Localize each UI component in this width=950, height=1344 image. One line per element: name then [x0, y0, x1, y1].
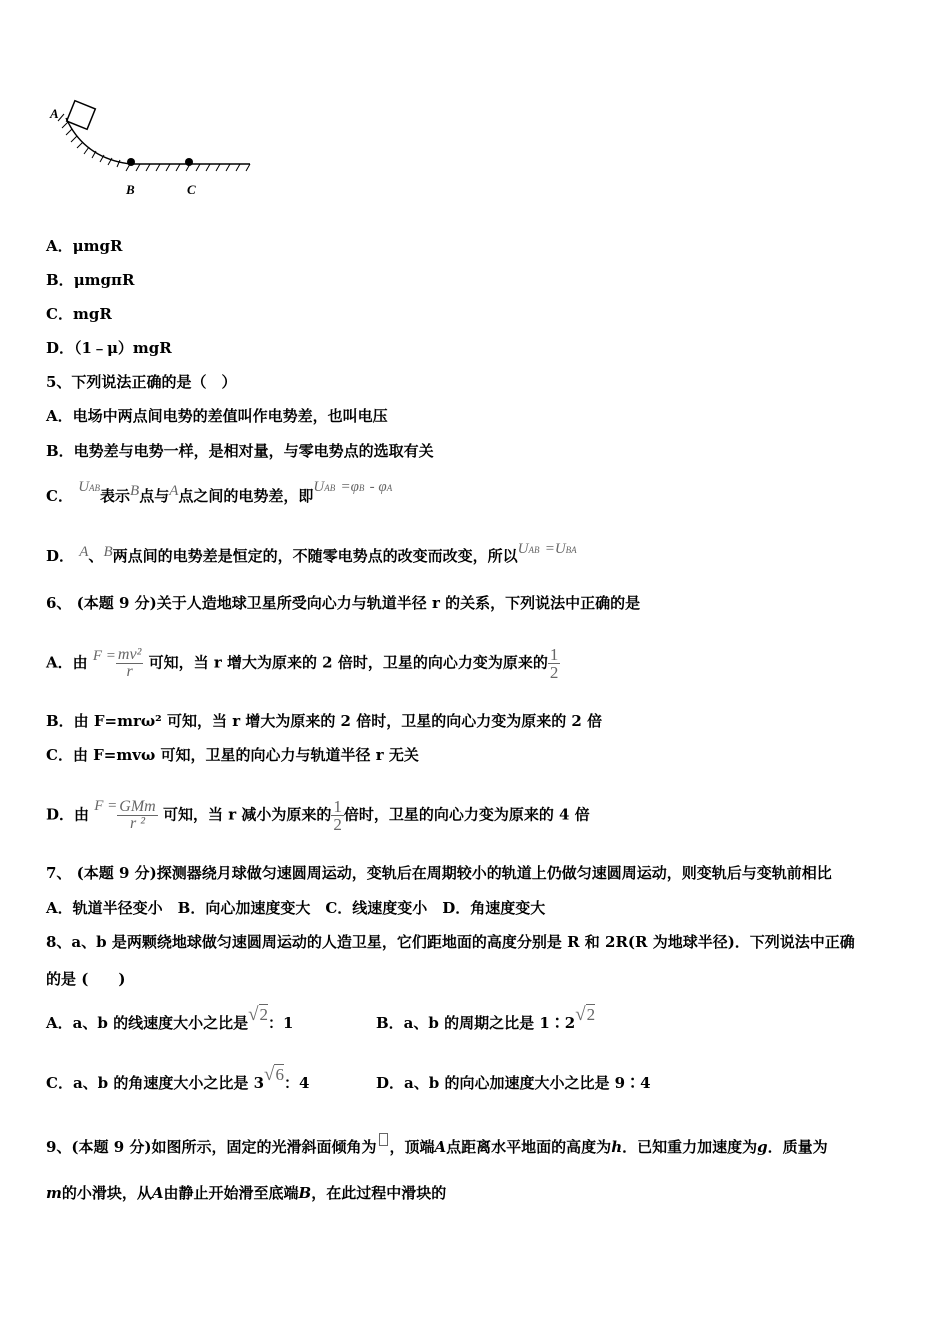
q6-option-b[interactable]: B．由 F=mrω² 可知，当 r 增大为原来的 2 倍时，卫星的向心力变为原来的 2 倍: [46, 712, 603, 730]
q9-stem-cont: m的小滑块，从A由静止开始滑至底端B，在此过程中滑块的: [46, 1184, 447, 1202]
q5-option-c[interactable]: C． UAB表示B点与A点之间的电势差，即UAB =φB - φA: [46, 479, 393, 505]
label-a: A: [50, 106, 59, 121]
q7-stem: 7、 (本题 9 分)探测器绕月球做匀速圆周运动，变轨后在周期较小的轨道上仍做匀速圆周运动，则变轨后与变轨前相比: [46, 864, 832, 882]
q7-options[interactable]: A．轨道半径变小 B．向心加速度变大 C．线速度变小 D．角速度变大: [46, 899, 546, 917]
incline-figure: [44, 96, 256, 200]
q8-stem: 8、a、b 是两颗绕地球做匀速圆周运动的人造卫星，它们距地面的高度分别是 R 和 2R(R 为地球半径)．下列说法中正确: [46, 933, 855, 951]
q6-option-c[interactable]: C．由 F=mvω 可知，卫星的向心力与轨道半径 r 无关: [46, 746, 419, 764]
q5-option-b[interactable]: B．电势差与电势一样，是相对量，与零电势点的选取有关: [46, 442, 434, 460]
q8-option-a[interactable]: A．a、b 的线速度大小之比是√2：1: [46, 1004, 294, 1032]
label-b: B: [126, 182, 135, 197]
q8-option-c[interactable]: C．a、b 的角速度大小之比是 3√6：4: [46, 1064, 310, 1092]
q5-option-a[interactable]: A．电场中两点间电势的差值叫作电势差，也叫电压: [46, 407, 388, 425]
q8-option-d[interactable]: D．a、b 的向心加速度大小之比是 9∶4: [376, 1074, 651, 1092]
q9-stem: 9、(本题 9 分)如图所示，固定的光滑斜面倾角为 ，顶端A点距离水平地面的高度为h．已知重力加速度为g．质量为: [46, 1133, 828, 1157]
q4-option-d[interactable]: D．（1﹣μ）mgR: [46, 339, 172, 357]
q5-stem: 5、下列说法正确的是（ ）: [46, 373, 237, 391]
label-c: C: [187, 182, 196, 197]
sliding-block: [67, 101, 96, 130]
q6-option-a[interactable]: A．由 F = $\frac{\text{mv²}}{r}$ 可知，当 r 增大为原来的 2 倍时，卫星的向心力变为原来的 $\frac{1}{2}$: [46, 645, 559, 682]
angle-symbol-placeholder: [379, 1133, 388, 1146]
q4-option-b[interactable]: B．μmgπR: [46, 271, 135, 289]
q8-option-b[interactable]: B．a、b 的周期之比是 1∶2√2: [376, 1004, 596, 1032]
q5-option-d[interactable]: D． A、B两点间的电势差是恒定的，不随零电势点的改变而改变，所以UAB =UBA: [46, 541, 577, 565]
point-b-dot: [127, 158, 135, 166]
q6-option-d[interactable]: D．由 F = $\frac{\text{GMm}}{\text{r ²}}$ 可知，当 r 减小为原来的 $\frac{1}{2}$ 倍时，卫星的向心力变为原来的 4 倍: [46, 797, 590, 834]
q4-option-a[interactable]: A．μmgR: [46, 237, 123, 255]
q6-stem: 6、 (本题 9 分)关于人造地球卫星所受向心力与轨道半径 r 的关系，下列说法中正确的是: [46, 594, 641, 612]
q4-option-c[interactable]: C．mgR: [46, 305, 112, 323]
q8-stem-cont: 的是 ( ): [46, 970, 126, 988]
point-c-dot: [185, 158, 193, 166]
